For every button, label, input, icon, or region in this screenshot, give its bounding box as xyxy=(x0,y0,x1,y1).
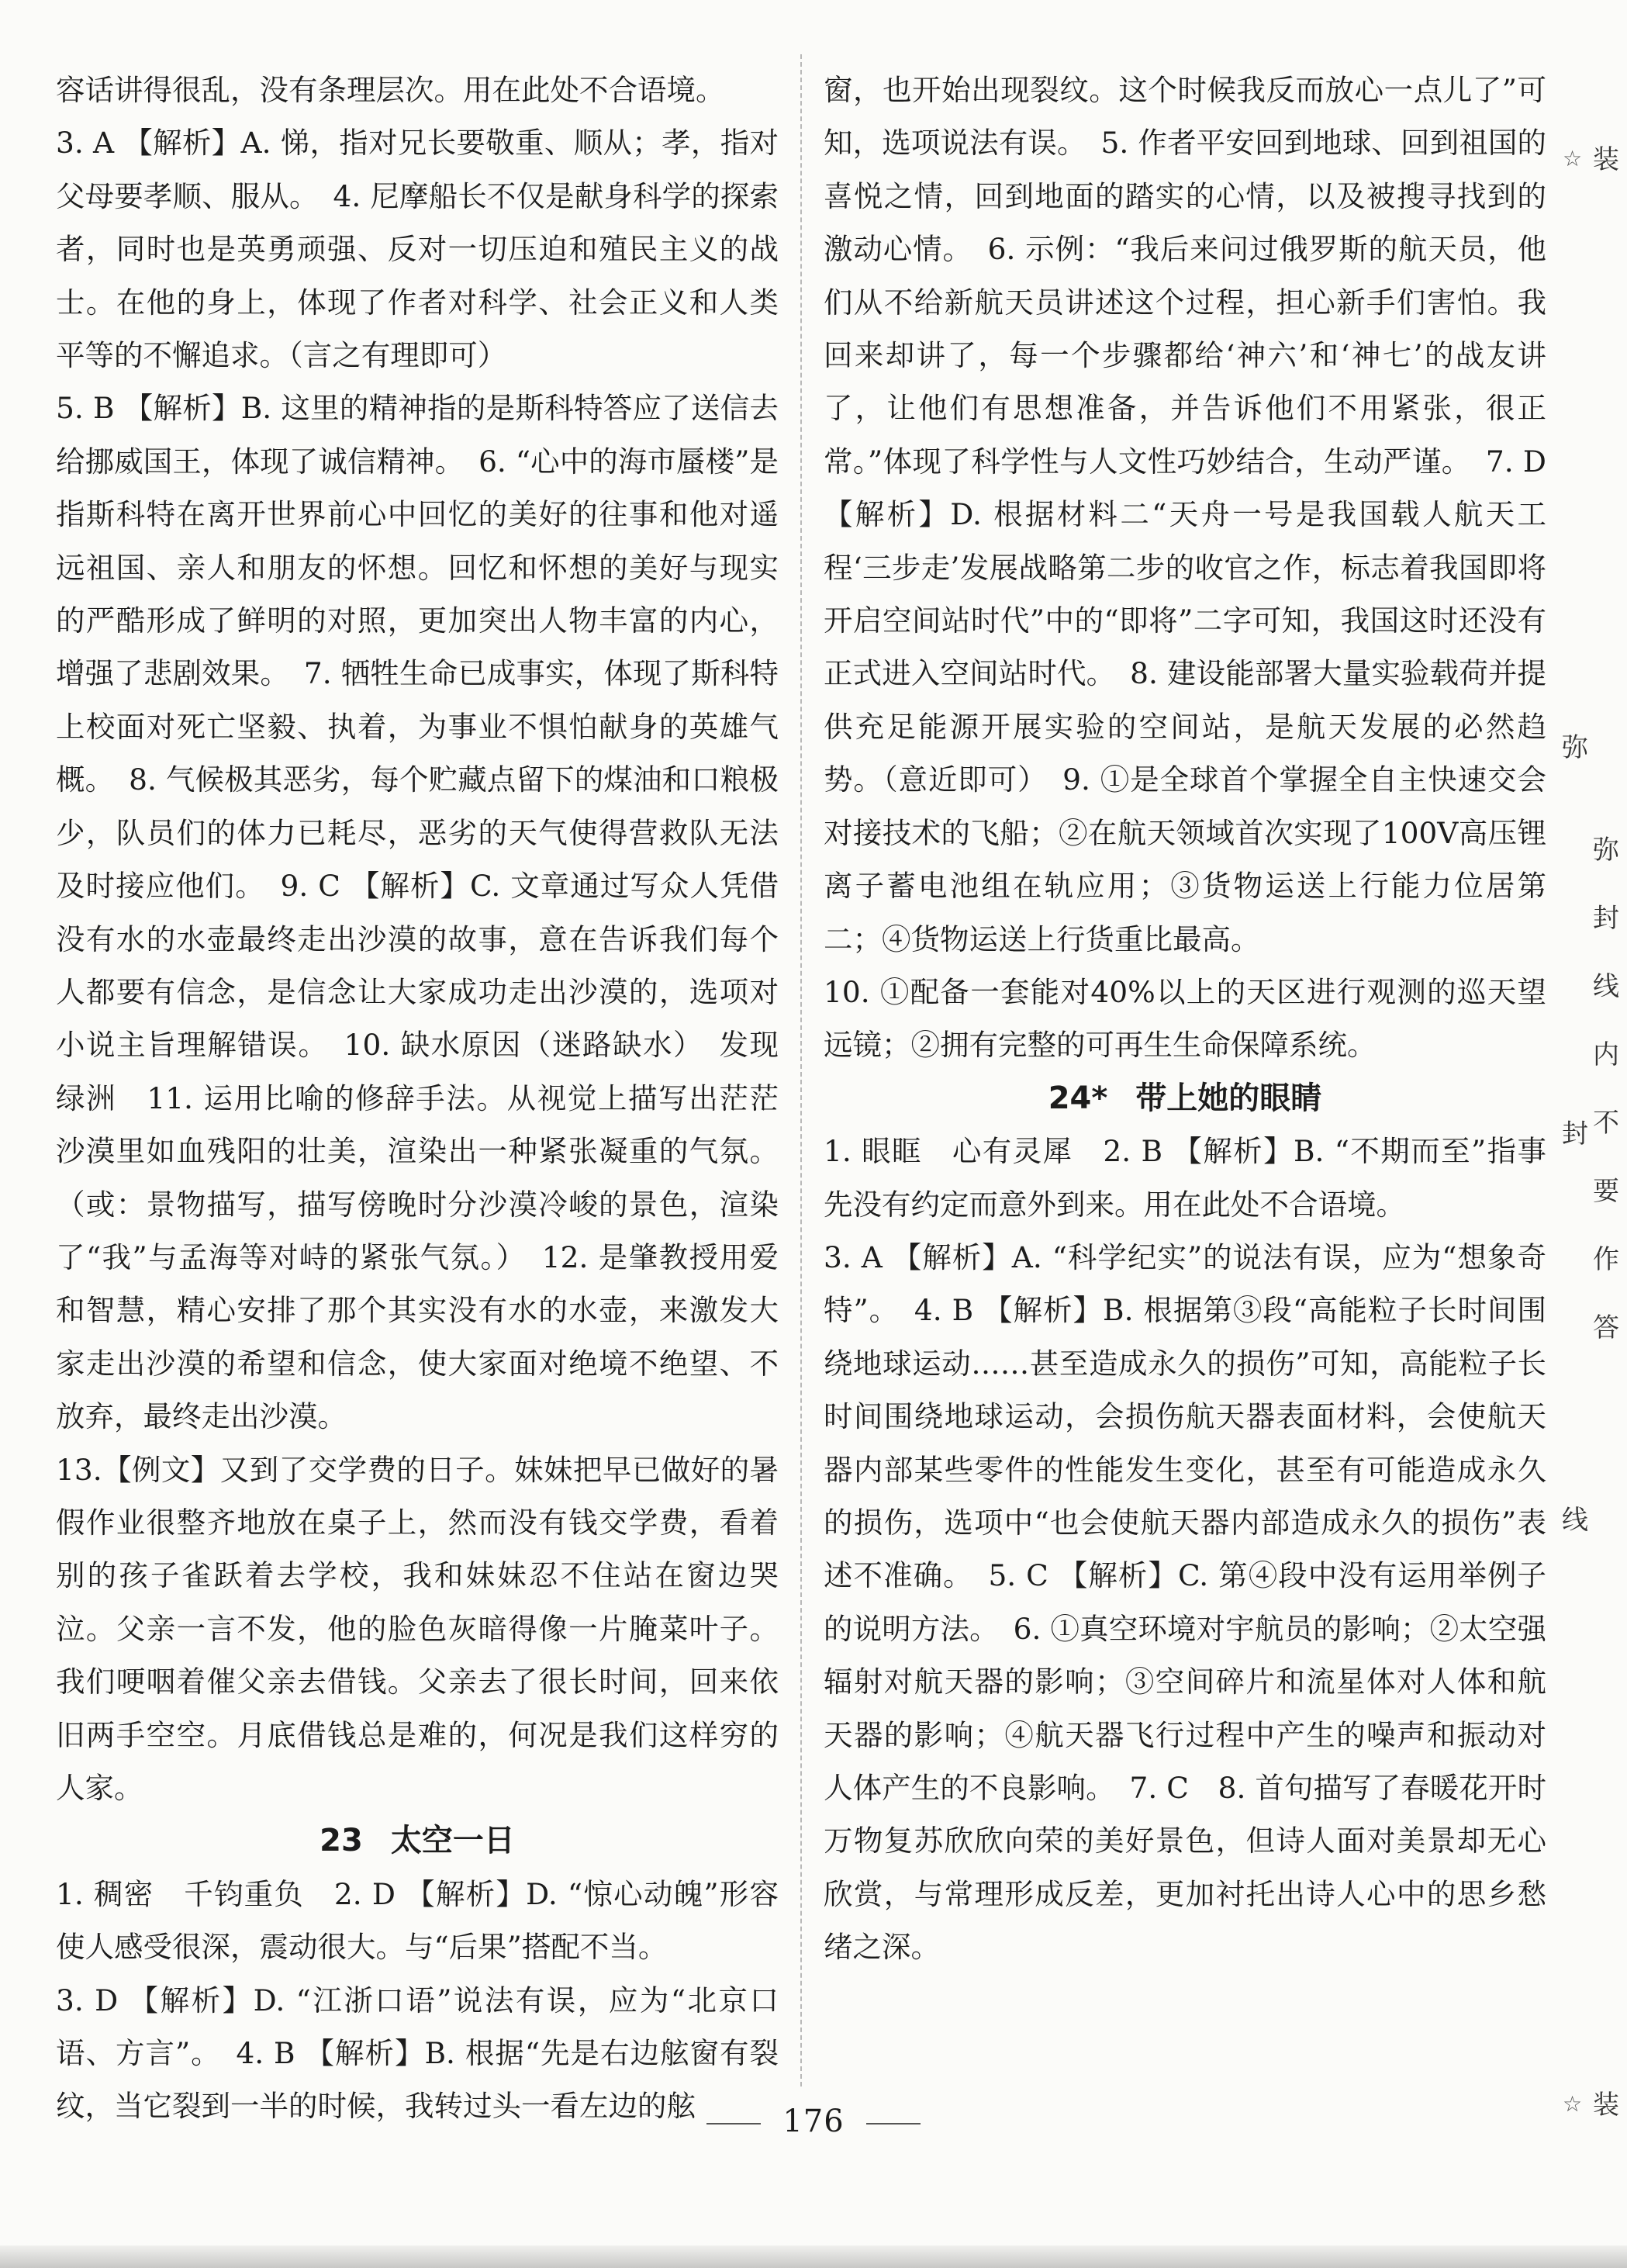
binding-mark-seal: 封 xyxy=(1560,1118,1591,1150)
binding-mark-bottom: 装 xyxy=(1591,2090,1622,2121)
notice-char: 要 xyxy=(1591,1176,1622,1207)
binding-margin xyxy=(1555,0,1627,2268)
page-number-dash xyxy=(866,2123,921,2125)
notice-char: 线 xyxy=(1591,971,1622,1002)
right-column xyxy=(824,64,1546,1974)
section-title: 带上她的眼睛 xyxy=(1135,1080,1322,1116)
answer-paragraph: 5. B 【解析】B. 这里的精神指的是斯科特答应了送信去给挪威国王，体现了诚信精神。 6. “心中的海市蜃楼”是指斯科特在离开世界前心中回忆的美好的往事和他对遥远祖国、亲人和朋友的怀想。回忆和怀想的美好与现实的严酷形成了鲜明的对照，更加突出人物丰富的内心，增强了悲剧效果。 7. 牺牲生命已成事实，体现了斯科特上校面对死亡坚毅、执着，为事业不惧怕献身的英雄气概。 8. 气候极其恶劣，每个贮藏点留下的煤油和口粮极少，队员们的体力已耗尽，恶劣的天气使得营救队无法及时接应他们。 9. C 【解析】C. 文章通过写众人凭借没有水的水壶最终走出沙漠的故事，意在告诉我们每个人都要有信念，是信念让大家成功走出沙漠的，选项对小说主旨理解错误。 10. 缺水原因（迷路缺水） 发现绿洲 11. 运用比喻的修辞手法。从视觉上描写出茫茫沙漠里如血残阳的壮美，渲染出一种紧张凝重的气氛。（或：景物描写，描写傍晚时分沙漠冷峻的景色，渲染了“我”与孟海等对峙的紧张气氛。） 12. 是肇教授用爱和智慧，精心安排了那个其实没有水的水壶，来激发大家走出沙漠的希望和信念，使大家面对绝境不绝望、不放弃，最终走出沙漠。 xyxy=(56,391,779,1434)
page-number xyxy=(0,2098,1627,2145)
notice-char: 弥 xyxy=(1591,835,1622,866)
page-number-dash xyxy=(706,2123,761,2125)
section-24-heading xyxy=(824,1072,1546,1125)
answer-paragraph: 3. D 【解析】D. “江浙口语”说法有误，应为“北京口语、方言”。 4. B 【解析】B. 根据“先是右边舷窗有裂纹，当它裂到一半的时候，我转过头一看左边的舷 xyxy=(56,1983,779,2124)
section-23-heading xyxy=(56,1814,779,1867)
answer-paragraph: 窗，也开始出现裂纹。这个时候我反而放心一点儿了”可知，选项说法有误。 5. 作者平安回到地球、回到祖国的喜悦之情，回到地面的踏实的心情，以及被搜寻找到的激动心情。 6. 示例：“我后来问过俄罗斯的航天员，他们从不给新航天员讲述这个过程，担心新手们害怕。我回来却讲了，每一个步骤都给‘神六’和‘神七’的战友讲了，让他们有思想准备，并告诉他们不用紧张，很正常。”体现了科学性与人文性巧妙结合，生动严谨。 7. D 【解析】D. 根据材料二“天舟一号是我国载人航天工程‘三步走’发展战略第二步的收官之作，标志着我国即将开启空间站时代”中的“即将”二字可知，我国这时还没有正式进入空间站时代。 8. 建设能部署大量实验载荷并提供充足能源开展实验的空间站，是航天发展的必然趋势。（意近即可） 9. ①是全球首个掌握全自主快速交会对接技术的飞船；②在航天领域首次实现了100V高压锂离子蓄电池组在轨应用；③货物运送上行能力位居第二；④货物运送上行货重比最高。 xyxy=(824,73,1546,956)
section-number: 23 xyxy=(320,1823,363,1859)
page-edge-shadow xyxy=(0,2246,1627,2268)
notice-char: 答 xyxy=(1591,1312,1622,1343)
answer-paragraph: 3. A 【解析】A. 悌，指对兄长要敬重、顺从；孝，指对父母要孝顺、服从。 4. 尼摩船长不仅是献身科学的探索者，同时也是英勇顽强、反对一切压迫和殖民主义的战士。在他的身上，体现了作者对科学、社会正义和人类平等的不懈追求。（言之有理即可） xyxy=(56,126,779,373)
answer-paragraph: 13.【例文】又到了交学费的日子。妹妹把早已做好的暑假作业很整齐地放在桌子上，然而没有钱交学费，看着别的孩子雀跃着去学校，我和妹妹忍不住站在窗边哭泣。父亲一言不发，他的脸色灰暗得像一片腌菜叶子。我们哽咽着催父亲去借钱。父亲去了很长时间，回来依旧两手空空。月底借钱总是难的，何况是我们这样穷的人家。 xyxy=(56,1452,779,1805)
notice-char: 作 xyxy=(1591,1244,1622,1275)
answer-paragraph: 1. 眼眶 心有灵犀 2. B 【解析】B. “不期而至”指事先没有约定而意外到来。用在此处不合语境。 xyxy=(824,1134,1546,1222)
answer-paragraph: 1. 稠密 千钧重负 2. D 【解析】D. “惊心动魄”形容使人感受很深，震动很大。与“后果”搭配不当。 xyxy=(56,1876,779,1965)
notice-char: 内 xyxy=(1591,1039,1622,1070)
binding-mark-mi: 弥 xyxy=(1560,732,1591,763)
star-icon: ☆ xyxy=(1563,146,1583,171)
column-divider xyxy=(800,54,802,2086)
section-title: 太空一日 xyxy=(390,1823,515,1859)
binding-mark-top: 装 xyxy=(1591,144,1622,175)
page-number-text: 176 xyxy=(782,2104,845,2139)
section-number: 24* xyxy=(1048,1080,1108,1116)
notice-char: 不 xyxy=(1591,1108,1622,1139)
star-icon: ☆ xyxy=(1563,2091,1583,2117)
answer-paragraph: 3. A 【解析】A. “科学纪实”的说法有误，应为“想象奇特”。 4. B 【解析】B. 根据第③段“高能粒子长时间围绕地球运动……甚至造成永久的损伤”可知，高能粒子长时间围绕地球运动，会损伤航天器表面材料，会使航天器内部某些零件的性能发生变化，甚至有可能造成永久的损伤，选项中“也会使航天器内部造成永久的损伤”表述不准确。 5. C 【解析】C. 第④段中没有运用举例子的说明方法。 6. ①真空环境对宇航员的影响；②太空强辐射对航天器的影响；③空间碎片和流星体对人体和航天器的影响；④航天器飞行过程中产生的噪声和振动对人体产生的不良影响。 7. C 8. 首句描写了春暖花开时万物复苏欣欣向荣的美好景色，但诗人面对美景却无心欣赏，与常理形成反差，更加衬托出诗人心中的思乡愁绪之深。 xyxy=(824,1239,1546,1965)
left-column xyxy=(56,64,779,2133)
binding-mark-line: 线 xyxy=(1560,1505,1591,1536)
notice-char: 封 xyxy=(1591,903,1622,934)
answer-paragraph: 容话讲得很乱，没有条理层次。用在此处不合语境。 xyxy=(56,73,725,107)
answer-paragraph: 10. ①配备一套能对40%以上的天区进行观测的巡天望远镜；②拥有完整的可再生生命保障系统。 xyxy=(824,974,1546,1063)
